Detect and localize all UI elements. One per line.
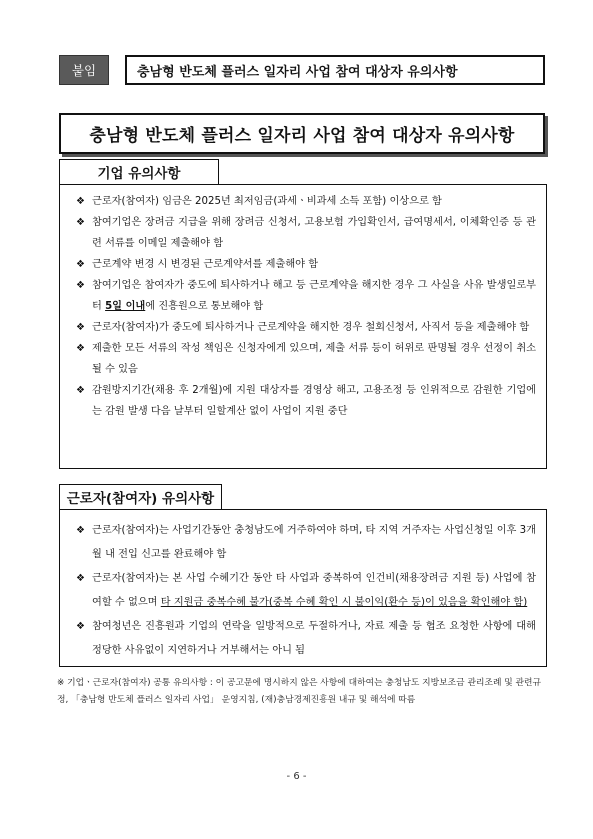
list-item [60, 191, 546, 212]
list-item [60, 254, 546, 275]
page-number: - 6 - [286, 771, 307, 782]
bullet-icon: ❖ [76, 280, 85, 291]
list-item [60, 338, 546, 380]
item-text: 근로자(참여자)는 사업기간동안 충청남도에 거주하여야 하며, 타 지역 거주자는 사업신청일 이후 3개월 내 전입 신고를 완료해야 함 [92, 525, 536, 560]
item-text: 제출한 모든 서류의 작성 책임은 신청자에게 있으며, 제출 서류 등이 허위로 판명될 경우 선정이 취소될 수 있음 [92, 343, 536, 375]
section-label-worker: 근로자(참여자) 유의사항 [59, 484, 222, 510]
item-text-tail: 에 진흥원으로 통보해야 함 [145, 301, 264, 312]
item-text: 근로자(참여자)가 중도에 퇴사하거나 근로계약을 해지한 경우 철회신청서, 사직서 등을 제출해야 함 [92, 322, 530, 333]
list-item [60, 567, 546, 615]
list-item [60, 615, 546, 663]
item-text: 감원방지기간(채용 후 2개월)에 지원 대상자를 경영상 해고, 고용조정 등 인위적으로 감원한 기업에는 감원 발생 다음 날부터 일할계산 없이 사업이 지원 중단 [92, 385, 536, 417]
item-text: 참여기업은 장려금 지급을 위해 장려금 신청서, 고용보험 가입확인서, 급여명세서, 이체확인증 등 관련 서류를 이메일 제출해야 함 [92, 217, 536, 249]
bullet-icon: ❖ [76, 217, 85, 228]
page-title: 충남형 반도체 플러스 일자리 사업 참여 대상자 유의사항 [59, 113, 545, 154]
bullet-icon: ❖ [76, 322, 85, 333]
bullet-icon: ❖ [76, 573, 85, 584]
item-text: 근로자(참여자)는 본 사업 수혜기간 동안 타 사업과 중복하여 인건비(채용장려금 지원 등) 사업에 참여할 수 없으며 [92, 573, 536, 608]
list-item [60, 212, 546, 254]
attachment-tag: 붙임 [59, 55, 109, 85]
section-company-notes [59, 184, 547, 469]
item-underline: 타 지원금 중복수혜 불가(중복 수혜 확인 시 불이익(환수 등)이 있음을 확인해야 함) [160, 597, 528, 608]
section-worker-notes [59, 509, 547, 667]
bullet-icon: ❖ [76, 343, 85, 354]
list-item [60, 317, 546, 338]
worker-notes-list [60, 519, 546, 663]
company-notes-list [60, 191, 546, 422]
bullet-icon: ❖ [76, 385, 85, 396]
footnote: ※ 기업ㆍ근로자(참여자) 공통 유의사항 : 이 공고문에 명시하지 않은 사항에 대하여는 충청남도 지방보조금 관리조례 및 관련규정, 「충남형 반도체 플러스 일자리 사업」 운영지침, (재)충남경제진흥원 내규 및 해석에 따름 [57, 678, 542, 705]
bullet-icon: ❖ [76, 259, 85, 270]
list-item [60, 519, 546, 567]
item-emphasis: 5일 이내 [105, 301, 146, 312]
list-item [60, 380, 546, 422]
section-label-company: 기업 유의사항 [59, 159, 219, 185]
item-text: 근로자(참여자) 임금은 2025년 최저임금(과세ㆍ비과세 소득 포함) 이상으로 함 [92, 196, 442, 207]
bullet-icon: ❖ [76, 525, 85, 536]
bullet-icon: ❖ [76, 621, 85, 632]
attachment-header [59, 55, 545, 85]
item-text: 근로계약 변경 시 변경된 근로계약서를 제출해야 함 [92, 259, 319, 270]
item-text: 참여청년은 진흥원과 기업의 연락을 일방적으로 두절하거나, 자료 제출 등 협조 요청한 사항에 대해 정당한 사유없이 지연하거나 거부해서는 아니 됨 [92, 621, 536, 656]
item-text: 참여기업은 참여자가 중도에 퇴사하거나 해고 등 근로계약을 해지한 경우 그 사실을 사유 발생일로부터 [92, 280, 536, 312]
list-item [60, 275, 546, 317]
bullet-icon: ❖ [76, 196, 85, 207]
attachment-title: 충남형 반도체 플러스 일자리 사업 참여 대상자 유의사항 [125, 55, 545, 85]
